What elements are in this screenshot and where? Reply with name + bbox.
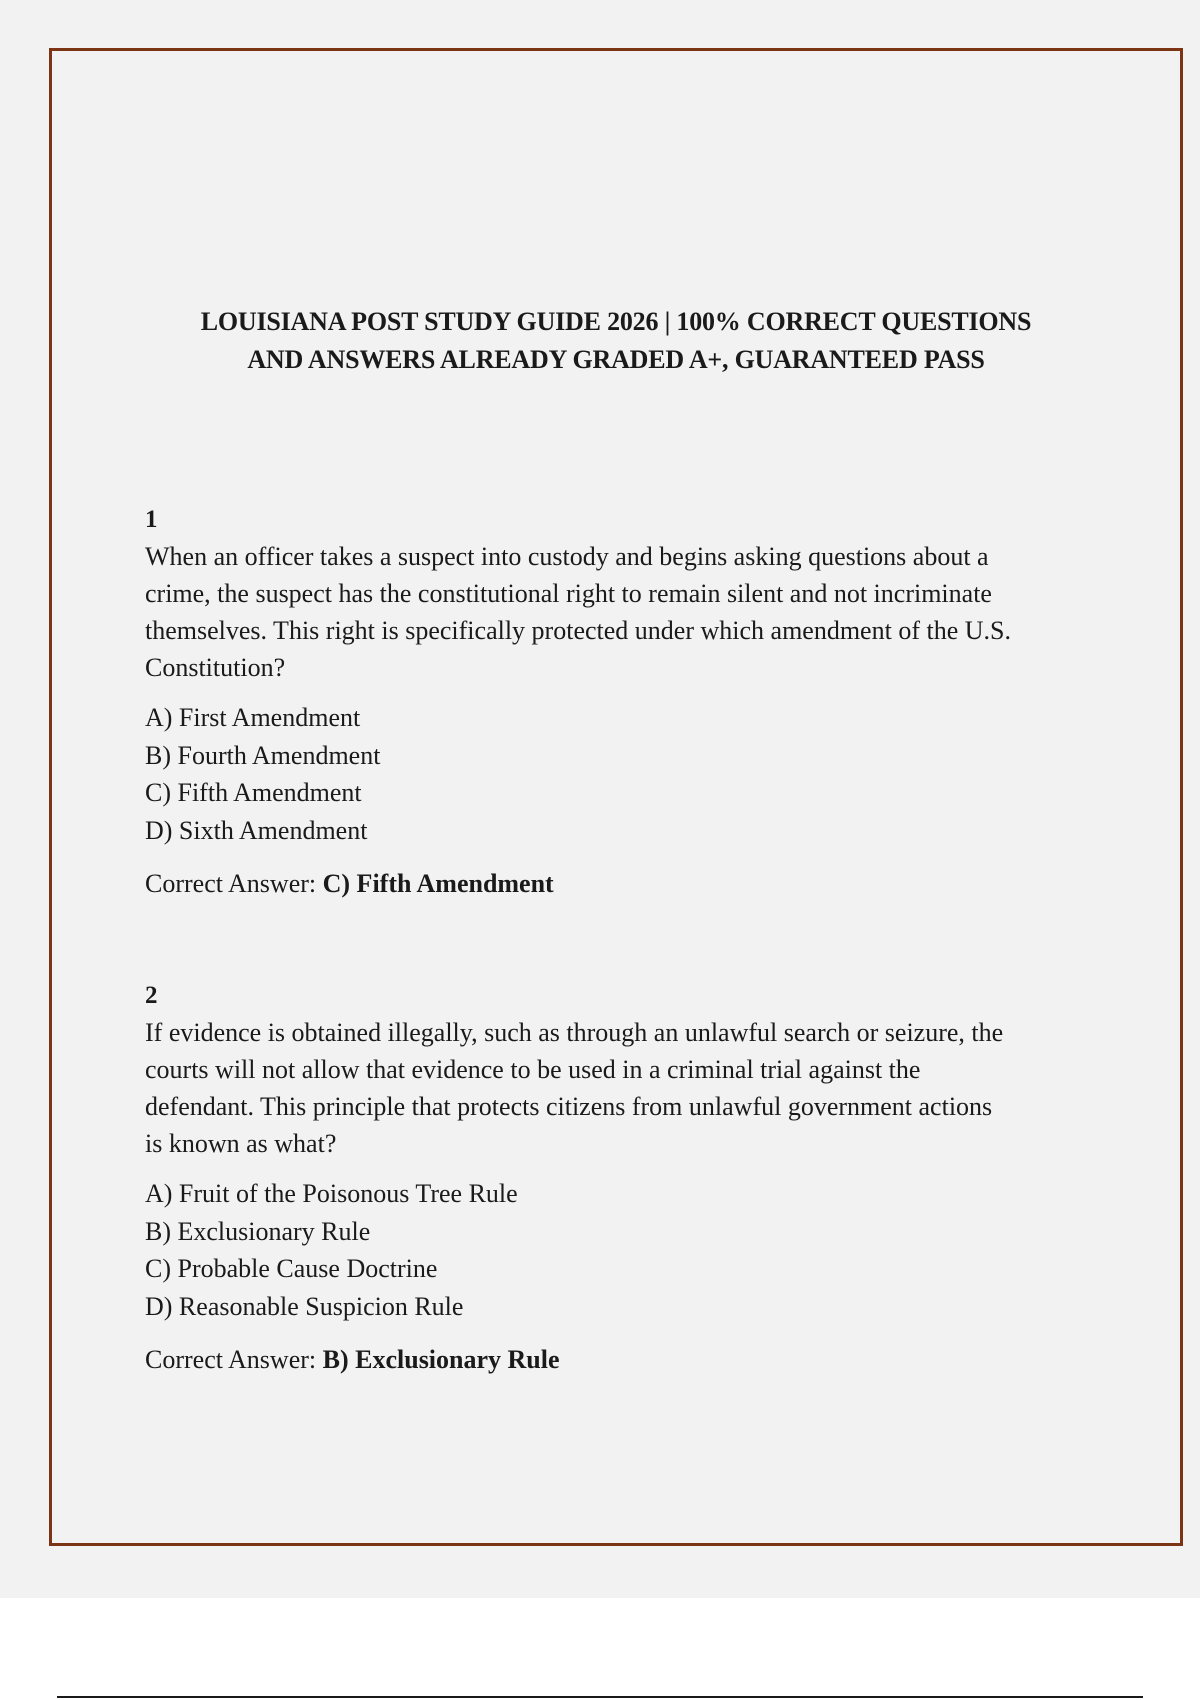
answer-options — [145, 1175, 1100, 1325]
question-text-line: themselves. This right is specifically protected under which amendment of the U.S. — [145, 616, 1011, 645]
correct-answer-value: C) Fifth Amendment — [322, 869, 554, 898]
correct-answer — [145, 865, 1100, 902]
question-text-line: defendant. This principle that protects citizens from unlawful government actions — [145, 1092, 993, 1121]
question-number: 1 — [145, 506, 158, 533]
correct-answer-label: Correct Answer: — [145, 869, 323, 898]
option-d: D) Sixth Amendment — [145, 815, 368, 845]
option-b: B) Exclusionary Rule — [145, 1216, 371, 1246]
option-c: C) Probable Cause Doctrine — [145, 1254, 438, 1283]
question-number: 2 — [145, 982, 158, 1009]
option-a: A) First Amendment — [145, 703, 361, 732]
correct-answer — [145, 1341, 1100, 1378]
answer-options — [145, 699, 1100, 849]
question-text-line: Constitution? — [145, 653, 286, 682]
option-d: D) Reasonable Suspicion Rule — [145, 1291, 464, 1321]
question-text — [145, 538, 1100, 686]
page-footer-rule — [57, 1696, 1143, 1698]
question-text — [145, 1014, 1100, 1162]
option-b: B) Fourth Amendment — [145, 740, 381, 770]
question-block-1 — [145, 502, 1100, 902]
question-text-line: If evidence is obtained illegally, such as through an unlawful search or seizure, the — [145, 1018, 1004, 1047]
question-text-line: is known as what? — [145, 1129, 337, 1158]
question-text-line: courts will not allow that evidence to be used in a criminal trial against the — [145, 1055, 921, 1084]
correct-answer-label: Correct Answer: — [145, 1345, 323, 1374]
option-c: C) Fifth Amendment — [145, 778, 362, 807]
title-line: LOUISIANA POST STUDY GUIDE 2026 | 100% CORRECT QUESTIONS — [200, 307, 1032, 336]
option-a: A) Fruit of the Poisonous Tree Rule — [145, 1179, 518, 1208]
question-text-line: crime, the suspect has the constitutional right to remain silent and not incriminate — [145, 579, 992, 608]
correct-answer-value: B) Exclusionary Rule — [322, 1345, 560, 1374]
title-line: AND ANSWERS ALREADY GRADED A+, GUARANTEED PASS — [247, 345, 985, 374]
document-title — [60, 303, 1172, 379]
question-text-line: When an officer takes a suspect into custody and begins asking questions about a — [145, 542, 989, 571]
question-block-2 — [145, 978, 1100, 1378]
